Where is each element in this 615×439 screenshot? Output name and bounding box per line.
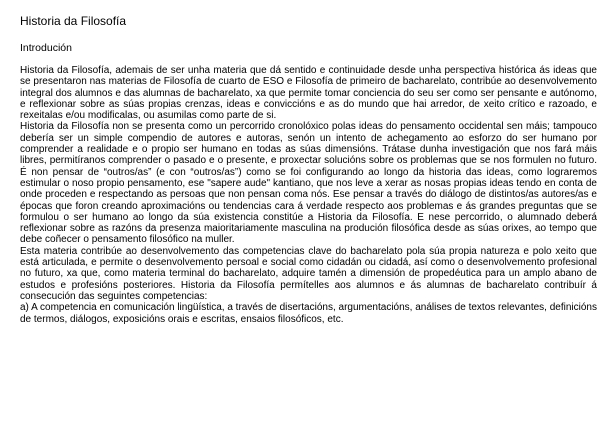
paragraph-not-chronological: Historia da Filosofía non se presenta como un percorrido cronolóxico polas ideas do pensamento occidental sen máis; tampouco debería ser un simple compendio de autores e autoras, senón un intento de achegamento ao esforzo do ser humano por comprender a realidade e o propio ser humano en todas as súas dimensións. Trátase dunha investigación que nos fará máis libres, permitíranos comprender o pasado e o presente, e proxectar solucións sobre os problemas que se nos formulen no futuro. É non pensar de “outros/as” (e con “outros/as”) como se foi configurando ao longo da historia das ideas, como lograremos estimular o noso propio pensamento, ese "sapere aude" kantiano, que nos leve a xerar as nosas propias ideas tendo en conta de onde proceden e respectando as persoas que non pensan coma nós. Ese pensar a través do diálogo de distintos/as autores/as e épocas que foron creando aproximacións ou tendencias cara á verdade respecto aos problemas e ás grandes preguntas que se formulou o ser humano ao longo da súa existencia constitúe a Historia da Filosofía. E nese percorrido, o alumnado deberá reflexionar sobre as razóns da presenza maioritariamente masculina na produción filosófica desde as súas orixes, ao tempo que debe coñecer o pensamento filosófico na muller. xyxy=(20,121,597,246)
section-heading: Introdución xyxy=(20,42,72,54)
paragraph-competence-a: a) A competencia en comunicación lingüística, a través de disertacións, argumentacións, análises de textos relevantes, definicións de termos, diálogos, exposicións orais e escritas, ensaios filosóficos, etc. xyxy=(20,302,597,325)
document-page xyxy=(20,14,597,325)
paragraph-competences: Esta materia contribúe ao desenvolvemento das competencias clave do bacharelato pola súa propia natureza e polo xeito que está articulada, e permite o desenvolvemento persoal e social como cidadán ou cidadá, así como o desenvolvemento profesional no futuro, xa que, como materia terminal do bacharelato, adquire tamén a dimensión de propedéutica para un amplo abano de estudos e profesións posteriores. Historia da Filosofía permítelles aos alumnos e ás alumnas de bacharelato contribuír á consecución das seguintes competencias: xyxy=(20,245,597,302)
paragraph-intro: Historia da Filosofía, ademais de ser unha materia que dá sentido e continuidade desde unha perspectiva histórica ás ideas que se presentaron nas materias de Filosofía de cuarto de ESO e Filosofía de primeiro de bacharelato, contribúe ao desenvolvemento integral dos alumnos e das alumnas de bacharelato, xa que permite tomar conciencia do seu ser como ser pensante e autónomo, e reflexionar sobre as súas propias crenzas, ideas e conviccións e as do mundo que hai arredor, de xeito crítico e razoado, e rexeitalas e/ou modificalas, ou asumilas como parte de si. xyxy=(20,65,597,122)
document-title: Historia da Filosofía xyxy=(20,14,127,28)
